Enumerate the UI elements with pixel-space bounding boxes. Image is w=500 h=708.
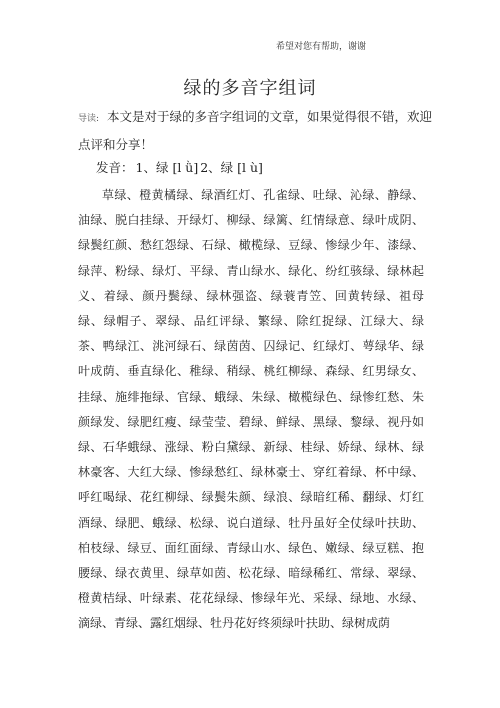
word-list-paragraph: 草绿、橙黄橘绿、绿酒红灯、孔雀绿、吐绿、沁绿、静绿、油绿、脱白挂绿、开绿灯、柳绿、绿篱、红情绿意、绿叶成阴、绿鬓红颜、愁红怨绿、石绿、橄榄绿、豆绿、惨绿少年、漆绿、绿萍、粉绿、绿灯、平绿、青山绿水、绿化、纷红骇绿、绿林起义、着绿、颜丹鬓绿、绿林强盗、绿蓑青笠、回黄转绿、祖母绿、绿帽子、翠绿、品红评绿、繁绿、除红捉绿、江绿大、绿茶、鸭绿江、洮河绿石、绿茵茵、囚绿记、红绿灯、萼绿华、绿叶成荫、垂直绿化、稚绿、稍绿、桃红柳绿、森绿、红男绿女、挂绿、施绯拖绿、官绿、蛾绿、朱绿、橄榄绿色、绿惨红愁、朱颜绿发、绿肥红瘦、绿莹莹、碧绿、鲜绿、黑绿、黎绿、视丹如绿、石华蛾绿、涨绿、粉白黛绿、新绿、桂绿、娇绿、绿林、绿林豪客、大红大绿、惨绿愁红、绿林豪士、穿红着绿、杯中绿、呼红喝绿、花红柳绿、绿鬓朱颜、绿浪、绿暗红稀、翻绿、灯红酒绿、绿肥、蛾绿、松绿、说白道绿、牡丹虽好全仗绿叶扶助、柏枝绿、绿豆、面红面绿、青绿山水、绿色、嫩绿、绿豆糕、抱腰绿、绿衣黄里、绿草如茵、松花绿、暗绿稀红、常绿、翠绿、橙黄桔绿、叶绿素、花花绿绿、惨绿年光、采绿、绿地、水绿、滴绿、青绿、露红烟绿、牡丹花好终须绿叶扶助、绿树成荫 (78, 188, 424, 631)
pronunciation-line (96, 158, 265, 176)
pronunciation-1: 1、绿 [l ǜ] (135, 160, 199, 175)
intro-text: 本文是对于绿的多音字组词的文章，如果觉得很不错，欢迎点评和分享！ (78, 109, 433, 152)
header-note: 希望对您有帮助，谢谢 (275, 42, 366, 52)
intro-label: 导读: (78, 114, 100, 124)
intro-paragraph (78, 104, 438, 158)
page-title: 绿的多音字组词 (183, 78, 317, 99)
pronunciation-2: 2、绿 [l ù] (200, 160, 263, 175)
pronunciation-label: 发音： (96, 160, 134, 175)
